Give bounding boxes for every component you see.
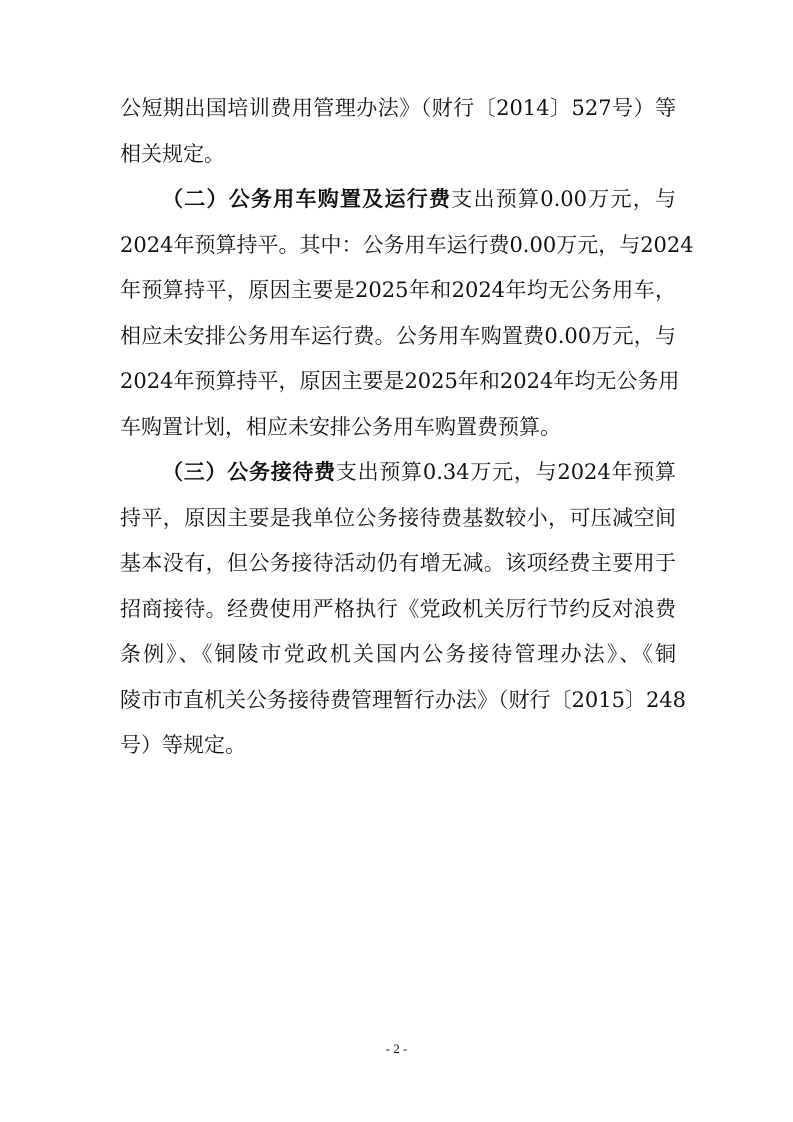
section-3-first-line	[120, 450, 676, 496]
section-3-heading: （三）公务接待费	[162, 460, 336, 484]
text-line: 号）等规定。	[120, 733, 246, 757]
section-2-first-line	[120, 177, 676, 223]
section-2-text: 支出预算0.00万元，与	[451, 187, 677, 211]
text-line: 相应未安排公务用车运行费。公务用车购置费0.00万元，与	[120, 323, 676, 348]
text-line: 相关规定。	[120, 141, 225, 166]
text-line: 陵市市直机关公务接待费管理暂行办法》（财行〔2015〕248	[120, 687, 687, 712]
section-3-text: 支出预算0.34万元，与2024年预算	[335, 460, 677, 484]
text-line: 持平，原因主要是我单位公务接待费基数较小，可压减空间	[120, 505, 676, 530]
text-line: 年预算持平，原因主要是2025年和2024年均无公务用车，	[120, 278, 676, 302]
section-2-heading: （二）公务用车购置及运行费	[162, 187, 452, 211]
text-line: 基本没有，但公务接待活动仍有增无减。该项经费主要用于	[120, 551, 676, 575]
text-line: 2024年预算持平。其中：公务用车运行费0.00万元，与2024	[120, 232, 694, 257]
text-line: 招商接待。经费使用严格执行《党政机关厉行节约反对浪费	[120, 596, 676, 621]
text-line: 条例》、《铜陵市党政机关国内公务接待管理办法》、《铜	[120, 642, 676, 666]
text-line: 车购置计划，相应未安排公务用车购置费预算。	[120, 414, 561, 439]
text-line: 公短期出国培训费用管理办法》（财行〔2014〕527号）等	[120, 96, 676, 120]
text-line: 2024年预算持平，原因主要是2025年和2024年均无公务用	[120, 369, 680, 393]
page-number: - 2 -	[385, 1041, 408, 1056]
body-text	[120, 86, 694, 769]
